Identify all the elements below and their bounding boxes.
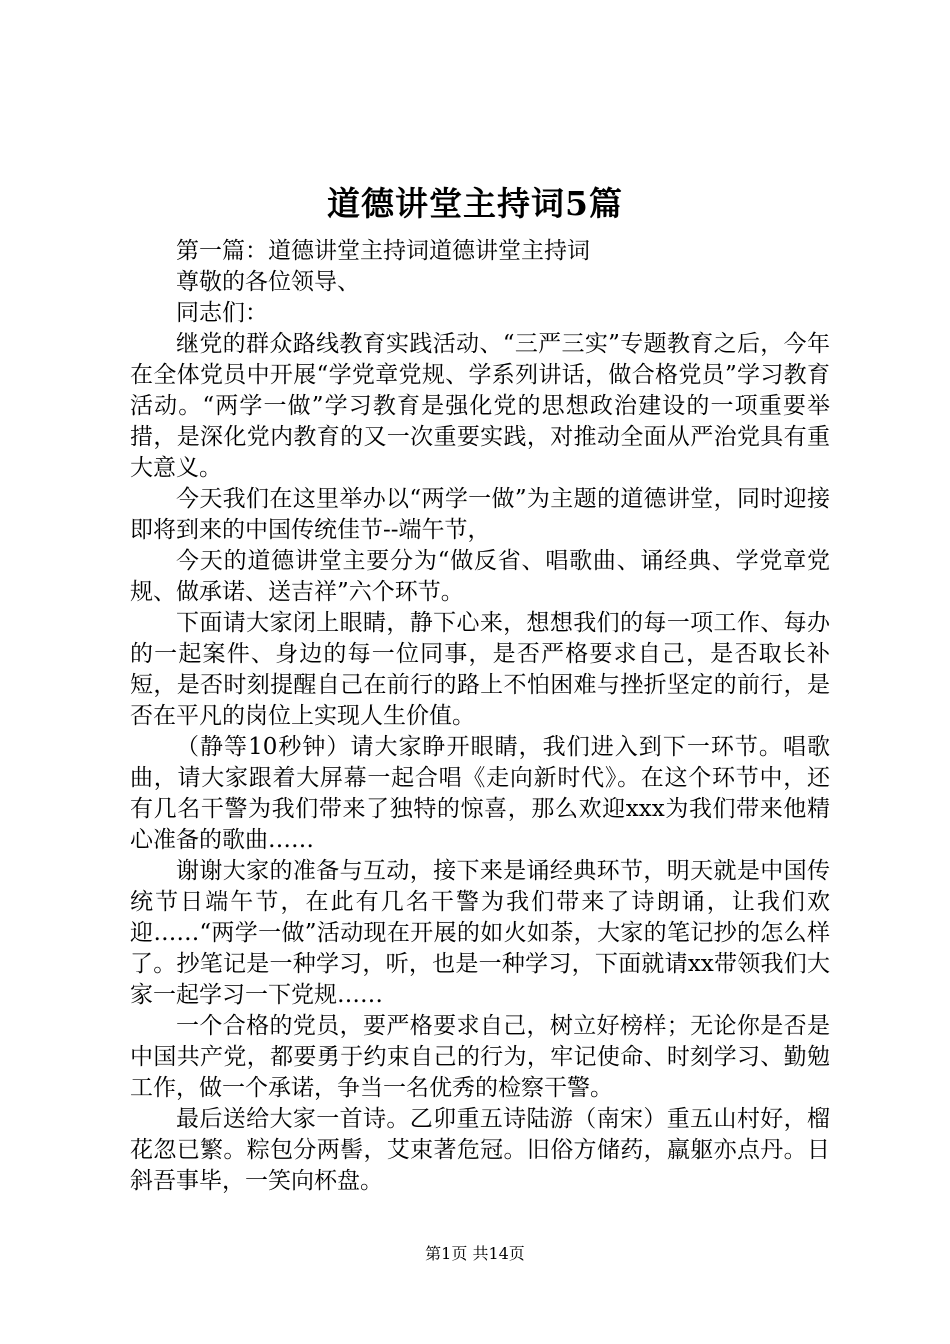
document-body xyxy=(130,236,830,1197)
paragraph: 最后送给大家一首诗。乙卯重五诗陆游（南宋）重五山村好，榴花忽已繁。粽包分两髻，艾束著危冠。旧俗方储药，羸躯亦点丹。日斜吾事毕，一笑向杯盘。 xyxy=(130,1106,830,1194)
paragraph-salutation-1: 尊敬的各位领导、 xyxy=(176,269,360,295)
paragraph: 一个合格的党员，要严格要求自己，树立好榜样；无论你是否是中国共产党，都要勇于约束自己的行为，牢记使命、时刻学习、勤勉工作，做一个承诺，争当一名优秀的检察干警。 xyxy=(130,1013,830,1101)
paragraph: 继党的群众路线教育实践活动、“三严三实”专题教育之后，今年在全体党员中开展“学党章党规、学系列讲话，做合格党员”学习教育活动。“两学一做”学习教育是强化党的思想政治建设的一项重要举措，是深化党内教育的又一次重要实践，对推动全面从严治党具有重大意义。 xyxy=(130,331,830,481)
document-title: 道德讲堂主持词5篇 xyxy=(327,184,623,223)
paragraph-heading: 第一篇：道德讲堂主持词道德讲堂主持词 xyxy=(176,238,590,264)
paragraph: 今天的道德讲堂主要分为“做反省、唱歌曲、诵经典、学党章党规、做承诺、送吉祥”六个环节。 xyxy=(130,548,830,605)
page-number: 第1页 共14页 xyxy=(425,1244,525,1263)
paragraph: 谢谢大家的准备与互动，接下来是诵经典环节，明天就是中国传统节日端午节，在此有几名干警为我们带来了诗朗诵，让我们欢迎……“两学一做”活动现在开展的如火如荼，大家的笔记抄的怎么样了。抄笔记是一种学习，听，也是一种学习，下面就请xx带领我们大家一起学习一下党规…… xyxy=(130,858,830,1008)
paragraph: 今天我们在这里举办以“两学一做”为主题的道德讲堂，同时迎接即将到来的中国传统佳节--端午节， xyxy=(130,486,830,543)
paragraph-salutation-2: 同志们： xyxy=(176,300,268,326)
paragraph: 下面请大家闭上眼睛，静下心来，想想我们的每一项工作、每办的一起案件、身边的每一位同事，是否严格要求自己，是否取长补短，是否时刻提醒自己在前行的路上不怕困难与挫折坚定的前行，是否在平凡的岗位上实现人生价值。 xyxy=(130,610,830,729)
paragraph: （静等10秒钟）请大家睁开眼睛，我们进入到下一环节。唱歌曲，请大家跟着大屏幕一起合唱《走向新时代》。在这个环节中，还有几名干警为我们带来了独特的惊喜，那么欢迎xxx为我们带来他精心准备的歌曲…… xyxy=(130,734,830,853)
